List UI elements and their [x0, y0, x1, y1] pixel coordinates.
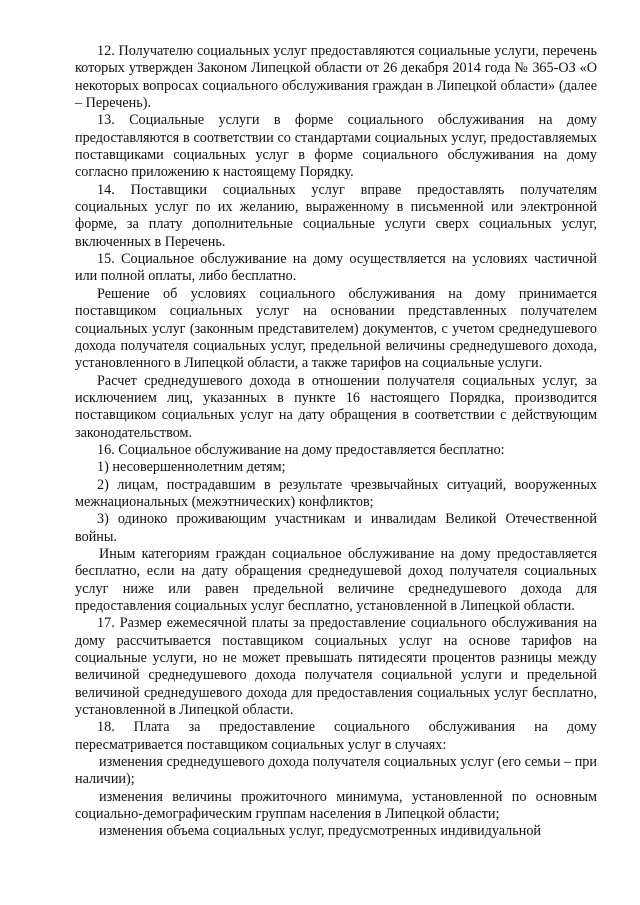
paragraph-14: 14. Поставщики социальных услуг вправе предоставлять получателям социальных услуг по их желанию, выраженному в письменной или электронной форме, за плату дополнительные социальные услуги сверх социальных услуг, включенных в Перечень. — [75, 181, 597, 250]
paragraph-15: 15. Социальное обслуживание на дому осуществляется на условиях частичной или полной оплаты, либо бесплатно. — [75, 251, 597, 285]
paragraph-13: 13. Социальные услуги в форме социального обслуживания на дому предоставляются в соответствии со стандартами социальных услуг, предоставляемых поставщиками социальных услуг в форме социального обслуживания на дому согласно приложению к настоящему Порядку. — [75, 112, 597, 181]
paragraph-17: 17. Размер ежемесячной платы за предоставление социального обслуживания на дому рассчитывается поставщиком социальных услуг на основе тарифов на социальные услуги, но не может превышать пятидесяти процентов разницы между величиной среднедушевого дохода получателя социальной услуги и предельной величиной среднедушевого дохода для предоставления социальных услуг бесплатно, установленной в Липецкой области. — [75, 615, 597, 719]
paragraph-16: 16. Социальное обслуживание на дому предоставляется бесплатно: — [97, 441, 505, 458]
list-item-volume-change: изменения объема социальных услуг, предусмотренных индивидуальной — [99, 823, 541, 840]
document-page — [75, 43, 597, 841]
list-item-minors: 1) несовершеннолетним детям; — [97, 459, 286, 476]
list-item-emergency-victims: 2) лицам, пострадавшим в результате чрезвычайных ситуаций, вооруженных межнациональных (межэтнических) конфликтов; — [75, 476, 597, 510]
paragraph-decision-conditions: Решение об условиях социального обслуживания на дому принимается поставщиком социальных услуг на основании представленных получателем социальных услуг (законным представителем) документов, с учетом среднедушевого дохода получателя социальных услуг, предельной величины среднедушевого дохода, установленного в Липецкой области, а также тарифов на социальные услуги. — [75, 285, 597, 372]
paragraph-18: 18. Плата за предоставление социального обслуживания на дому пересматривается поставщиком социальных услуг в случаях: — [75, 719, 597, 753]
list-item-income-change: изменения среднедушевого дохода получателя социальных услуг (его семьи – при наличии); — [75, 754, 597, 788]
paragraph-12: 12. Получателю социальных услуг предоставляются социальные услуги, перечень которых утвержден Законом Липецкой области от 26 декабря 2014 года № 365-ОЗ «О некоторых вопросах социального обслуживания граждан в Липецкой области» (далее – Перечень). — [75, 43, 597, 112]
list-item-subsistence-change: изменения величины прожиточного минимума, установленной по основным социально-демографическим группам населения в Липецкой области; — [75, 788, 597, 823]
paragraph-income-calculation: Расчет среднедушевого дохода в отношении получателя социальных услуг, за исключением лиц, указанных в пункте 16 настоящего Порядка, производится поставщиком социальных услуг на дату обращения в соответствии с действующим законодательством. — [75, 372, 597, 441]
list-item-war-veterans: 3) одиноко проживающим участникам и инвалидам Великой Отечественной войны. — [75, 511, 597, 545]
paragraph-other-categories: Иным категориям граждан социальное обслуживание на дому предоставляется бесплатно, если на дату обращения среднедушевой доход получателя социальных услуг ниже или равен предельной величине среднедушевого дохода для предоставления социальных услуг бесплатно, установленной в Липецкой области. — [75, 545, 597, 614]
